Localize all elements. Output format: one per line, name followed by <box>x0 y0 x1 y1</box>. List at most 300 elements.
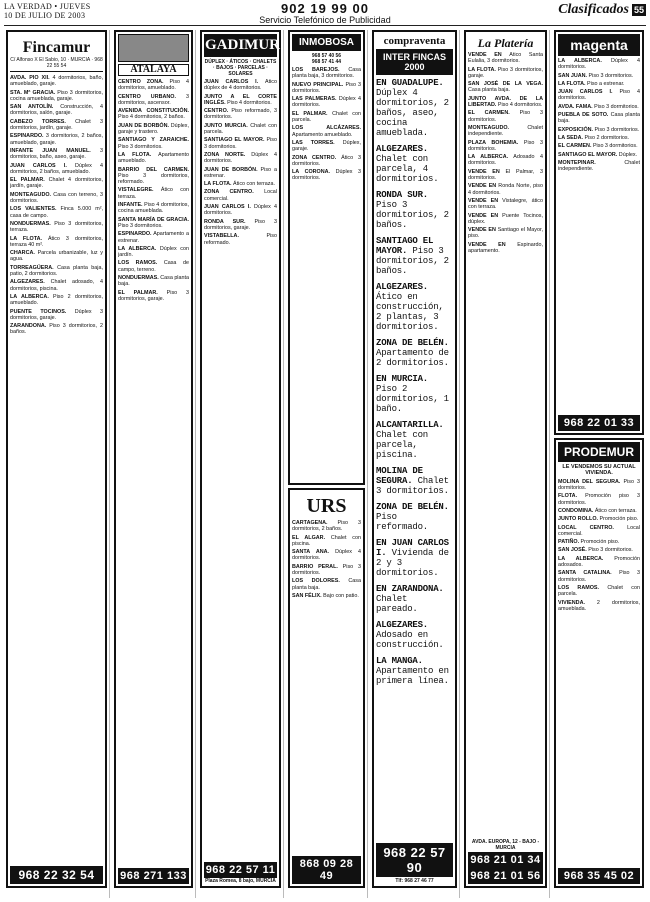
listing-item <box>118 187 189 200</box>
listing-text: Ático en construcción, 2 plantas, 3 dormitorios. <box>376 292 444 332</box>
listing-heading: FLOTA. <box>558 493 578 500</box>
listing-heading: ALCANTARILLA. <box>376 420 444 430</box>
listing-item <box>468 213 543 226</box>
listing-heading: CARTAGENA. <box>292 520 328 526</box>
listing-heading: CONDOMINA. <box>558 508 594 514</box>
listing-heading: VISTALEGRE. <box>118 187 154 194</box>
listing-heading: AVDA. PIO XII. <box>10 75 50 81</box>
listing-heading: CABEZO TORRES. <box>10 118 66 125</box>
listing-item <box>558 493 640 506</box>
issue-date: 10 DE JULIO DE 2003 <box>4 11 86 20</box>
listing-item <box>558 73 640 79</box>
listing-heading: JUNTO MURCIA. <box>204 122 248 129</box>
listing-item <box>204 152 277 165</box>
listing-heading: INFANTE. <box>118 202 143 209</box>
listing-text: Piso 3 dormitorios, terraza. <box>10 220 103 234</box>
listing-item <box>376 420 453 460</box>
listing-item <box>204 79 277 92</box>
prodemur-slogan: LE VENDEMOS SU ACTUAL VIVIENDA. <box>562 464 636 477</box>
listing-heading: EL PALMAR. <box>118 289 158 296</box>
listing-item <box>204 108 277 121</box>
listing-text: Espinardo, apartamento. <box>468 241 543 255</box>
listing-item <box>468 169 543 182</box>
listing-item <box>292 520 361 533</box>
listing-heading: MONTEPINAR. <box>558 159 596 166</box>
listing-text: Piso 3 dormitorios, 2 baños. <box>10 323 103 336</box>
listing-text: Piso 3 dormitorios. <box>292 563 361 577</box>
listing-text: Chalet 3 dormitorios. <box>376 476 449 496</box>
listing-heading: JUNTO ROLLO. <box>558 516 599 523</box>
listing-item <box>204 94 277 107</box>
listing-heading: LA ALBERCA. <box>558 58 602 64</box>
listing-item <box>204 233 277 246</box>
listing-text: Puente Tocinos, dúplex. <box>468 212 543 225</box>
listing-text: Piso 3 dormitorios. <box>591 143 638 150</box>
listing-heading: VENDE EN <box>468 241 506 248</box>
listing-heading: LA ALBERCA. <box>10 293 49 300</box>
listing-text: 3 dormitorios, ascensor. <box>118 93 189 106</box>
urs-logo: URS <box>306 495 347 517</box>
listing-item <box>558 600 640 613</box>
listing-text: Apartamento amueblado. <box>292 131 353 138</box>
gadimur-logo: GADIMUR <box>204 34 277 57</box>
listing-item <box>10 90 103 103</box>
listing-item <box>376 190 453 230</box>
listing-heading: VENDE EN <box>468 212 499 219</box>
listing-item <box>118 123 189 136</box>
listing-text: Piso 4 dormitorios, cocina amueblada. <box>118 202 189 215</box>
listing-heading: JUAN CARLOS I. <box>204 79 259 85</box>
listing-heading: JUAN DE BORBÓN. <box>204 166 258 173</box>
listing-heading: ALGEZARES. <box>376 282 429 292</box>
listing-item <box>468 96 543 109</box>
listing-text: Dúplex con jardín. <box>118 245 189 259</box>
listing-heading: EL CARMEN. <box>558 143 592 150</box>
listing-text: Chalet con piscina. <box>292 534 361 547</box>
listing-heading: ZONA NORTE. <box>204 151 246 158</box>
listing-heading: INFANTE JUAN MANUEL. <box>10 147 91 154</box>
listing-item <box>558 556 640 569</box>
paper-name: LA VERDAD • JUEVES <box>4 2 91 11</box>
listing-text: Piso 3 dormitorios. <box>558 570 640 583</box>
listing-text: Finca 5.000 m², casa de campo. <box>10 206 103 219</box>
listing-item <box>468 140 543 153</box>
masthead-center <box>4 2 646 25</box>
listing-heading: LA MANGA. <box>376 656 423 666</box>
listing-heading: AVDA. FAMA. <box>558 103 593 110</box>
listing-item <box>468 81 543 94</box>
plateria-address: AVDA. EUROPA, 12 - BAJO - MURCIA <box>471 839 540 851</box>
listing-text: Piso 4 dormitorios. <box>496 102 543 109</box>
gadimur-listings <box>204 79 277 862</box>
listing-text: Piso 3 dormitorios. <box>204 137 277 150</box>
ad-magenta <box>554 30 644 435</box>
listing-item <box>292 155 361 168</box>
ad-interfincas <box>372 30 457 888</box>
gadimur-address: Plaza Romea, 8 bajo, MURCIA <box>205 878 276 884</box>
listing-item <box>118 108 189 121</box>
listing-heading: SAN JUAN. <box>558 72 588 79</box>
listing-item <box>10 104 103 117</box>
listing-text: Chalet pareado. <box>376 594 418 614</box>
listing-text: Promoción piso. <box>579 539 620 546</box>
listing-heading: BARRIO DEL CARMEN. <box>118 166 189 173</box>
listing-item <box>118 275 189 288</box>
listing-item <box>558 135 640 141</box>
listing-item <box>558 104 640 110</box>
listing-item <box>376 78 453 138</box>
listing-heading: SANTIAGO EL MAYOR. <box>376 236 434 256</box>
ad-atalaya <box>114 30 193 888</box>
column-magenta-prodemur <box>552 30 646 898</box>
listing-heading: LA FLOTA. <box>118 151 152 158</box>
plateria-logo: La Platería <box>477 36 534 50</box>
magenta-listings <box>558 58 640 415</box>
listing-heading: STA. Mª GRACIA. <box>10 89 56 96</box>
listing-item <box>10 192 103 205</box>
listing-text: Santiago el Mayor, piso. <box>468 227 543 240</box>
listing-heading: PUEBLA DE SOTO. <box>558 112 609 119</box>
gadimur-tagline: DÚPLEX · ÁTICOS · CHALETS · BAJOS · PARCELAS · SOLARES <box>204 59 277 77</box>
listing-text: Chalet adosado, 4 dormitorios, piscina. <box>10 279 103 292</box>
listing-text: Piso 3 dormitorios. <box>593 126 640 133</box>
listing-text: Dúplex. <box>617 151 638 158</box>
listing-item <box>468 183 543 196</box>
ad-urs <box>288 488 365 888</box>
listing-text: Apartamento amueblado. <box>118 151 189 165</box>
listing-text: Construcción, 4 dormitorios, salón, garaje. <box>10 104 103 117</box>
listing-item <box>10 75 103 88</box>
listing-text: Adosado en construcción. <box>376 630 444 650</box>
inmobosa-tel: 968 57 40 56 <box>311 53 342 59</box>
listing-heading: SANTA MARÍA DE GRACIA. <box>118 216 189 223</box>
listing-text: Chalet 3 dormitorios, jardín, garaje. <box>10 118 103 132</box>
listing-text: Piso 3 dormitorios, cocina amueblada, garaje. <box>10 89 103 102</box>
listing-item <box>118 152 189 165</box>
listing-item <box>118 290 189 303</box>
listing-item <box>10 250 103 263</box>
listing-heading: TORREAGÜERA. <box>10 264 54 271</box>
listing-item <box>10 133 103 146</box>
listing-text: Dúplex 3 dormitorios. <box>292 169 361 182</box>
listing-heading: SANTA ANA. <box>292 549 330 556</box>
listing-heading: LOS RAMOS. <box>118 260 158 267</box>
listing-heading: SAN JOSÉ DE LA VEGA. <box>468 81 543 88</box>
listing-item <box>558 89 640 102</box>
listing-text: Casa planta baja, patio, 2 dormitorios. <box>10 264 103 278</box>
listing-text: Adosado 4 dormitorios. <box>468 154 543 167</box>
listing-item <box>204 204 277 217</box>
listing-item <box>292 140 361 153</box>
listing-item <box>468 52 543 65</box>
listing-heading: VISTABELLA. <box>204 233 239 240</box>
listing-heading: PUENTE TOCINOS. <box>10 308 67 315</box>
listing-text: Ronda Norte, piso 4 dormitorios. <box>468 183 543 196</box>
listing-item <box>558 516 640 522</box>
listing-item <box>468 227 543 240</box>
interfincas-phone: 968 22 57 90 <box>376 843 453 877</box>
listing-item <box>558 570 640 583</box>
prodemur-logo: PRODEMUR <box>558 442 640 462</box>
listing-text: Dúplex 4 dormitorios. <box>204 204 277 217</box>
compraventa-logo: compraventa <box>383 35 446 47</box>
listing-item <box>118 94 189 107</box>
listing-text: Chalet independiente. <box>558 159 640 173</box>
listing-heading: EXPOSICIÓN. <box>558 126 594 133</box>
column-plateria <box>462 30 550 898</box>
listing-text: Dúplex 4 dormitorios. <box>292 96 361 109</box>
listing-text: Ático con terraza. <box>118 187 189 200</box>
listing-text: Chalet con parcela. <box>558 584 640 598</box>
listing-heading: LAS PALMERAS. <box>292 96 337 103</box>
listing-heading: RONDA SUR. <box>204 218 246 225</box>
atalaya-listings <box>118 79 189 868</box>
listing-text: Chalet con parcela, piscina. <box>376 430 429 460</box>
interfincas-tel: Tlf: 968 27 46 77 <box>395 878 434 884</box>
inmobosa-fax: 968 57 41 44 <box>311 59 342 65</box>
listing-item <box>118 167 189 186</box>
listing-heading: ZARANDONA. <box>10 323 47 330</box>
ad-gadimur <box>200 30 281 888</box>
listing-item <box>376 656 453 686</box>
listing-item <box>558 81 640 87</box>
listing-text: Casa planta baja. <box>558 112 640 125</box>
listing-text: Piso 2 dormitorios, 1 baño. <box>376 384 449 414</box>
inmobosa-listings <box>292 67 361 481</box>
listing-text: Chalet con parcela. <box>292 110 361 124</box>
listing-text: Piso a estrenar. <box>585 80 625 87</box>
section-title: Clasificados <box>558 2 629 17</box>
listing-text: Piso 4 dormitorios, amueblado. <box>118 79 189 92</box>
listing-item <box>376 338 453 368</box>
listing-item <box>292 67 361 80</box>
listing-text: Piso 3 dormitorios. <box>468 139 543 152</box>
column-atalaya <box>112 30 196 898</box>
listing-text: Ático 3 dormitorios. <box>292 154 361 167</box>
listing-item <box>376 584 453 614</box>
listing-heading: ESPINARDO. <box>10 133 44 140</box>
listing-text: Promoción adosados. <box>558 555 640 569</box>
listing-item <box>10 148 103 161</box>
listing-item <box>10 323 103 336</box>
listing-text: Piso 3 dormitorios. <box>118 143 163 150</box>
listing-heading: ZONA DE BELÉN. <box>376 502 449 512</box>
listing-text: Local comercial. <box>558 524 640 537</box>
atalaya-logo: ATALAYA <box>118 64 189 76</box>
listing-heading: CENTRO URBANO. <box>118 93 176 100</box>
listing-item <box>204 167 277 180</box>
listing-item <box>468 67 543 80</box>
listing-item <box>292 535 361 548</box>
listing-item <box>468 154 543 167</box>
listing-text: Ático con terraza. <box>231 181 275 188</box>
listing-text: Ático con terraza. <box>593 508 637 514</box>
listing-text: 2 dormitorios, amueblada. <box>558 599 640 612</box>
listing-text: Piso 3 dormitorios. <box>592 103 639 110</box>
listing-heading: LOS BAREJOS. <box>292 67 340 73</box>
fincamur-address: C/ Alfonso X El Sabio, 10 · MURCIA · 968 22 55 54 <box>10 57 103 72</box>
listing-item <box>10 221 103 234</box>
listing-item <box>118 246 189 259</box>
listing-heading: PLAZA BOHEMIA. <box>468 139 519 146</box>
listing-text: Piso reformado. <box>376 512 429 532</box>
listing-item <box>10 119 103 132</box>
listing-heading: SAN FÉLIX. <box>292 592 322 599</box>
listing-heading: CHARCA. <box>10 250 35 257</box>
listing-heading: ZONA CENTRO. <box>292 154 337 161</box>
listing-text: Piso 3 dormitorios, reformado. <box>118 172 189 186</box>
listing-heading: ALGEZARES. <box>10 279 45 286</box>
listing-heading: LA SEDA. <box>558 134 583 141</box>
listing-item <box>292 96 361 109</box>
listing-text: Piso 2 dormitorios, amueblado. <box>10 293 103 307</box>
listing-item <box>204 219 277 232</box>
listing-item <box>292 111 361 124</box>
listing-heading: BARRIO PERAL. <box>292 563 338 570</box>
listing-text: Casa planta baja. <box>292 578 361 591</box>
listing-item <box>558 112 640 125</box>
fincamur-listings <box>10 75 103 866</box>
listing-item <box>558 585 640 598</box>
atalaya-emblem <box>118 34 189 62</box>
listing-text: Dúplex, garaje. <box>292 139 361 153</box>
listing-item <box>118 137 189 150</box>
listing-item <box>376 374 453 414</box>
listing-text: Dúplex 4 dormitorios, 2 baños, amueblado. <box>10 162 103 175</box>
listing-heading: ALGEZARES. <box>376 620 429 630</box>
listing-heading: EL PALMAR. <box>10 177 45 184</box>
listing-text: Local comercial. <box>204 189 277 202</box>
listing-text: Dúplex 4 dormitorios. <box>558 58 640 71</box>
listing-item <box>292 564 361 577</box>
listing-item <box>118 217 189 230</box>
plateria-phone-2: 968 21 01 56 <box>468 868 543 884</box>
masthead <box>4 2 646 26</box>
fincamur-phone: 968 22 32 54 <box>10 866 103 884</box>
listing-item <box>10 294 103 307</box>
listing-heading: RONDA SUR. <box>376 190 429 200</box>
listing-text: Piso 4 dormitorios. <box>225 99 272 106</box>
listing-item <box>376 282 453 332</box>
listing-heading: LA FLOTA. <box>468 66 496 73</box>
listing-item <box>558 539 640 545</box>
listing-heading: LA ALBERCA. <box>558 555 604 562</box>
listing-text: Ático dúplex de 4 dormitorios. <box>204 79 277 92</box>
fincamur-logo: Fincamur <box>22 39 91 56</box>
listing-heading: PATIÑO. <box>558 539 580 546</box>
listing-item <box>292 593 361 599</box>
listing-text: Chalet con parcela. <box>204 122 277 136</box>
listing-heading: CENTRO ZONA. <box>118 79 164 85</box>
listing-heading: VENDE EN <box>468 197 499 204</box>
listing-heading: AVENIDA CONSTITUCIÓN. <box>118 108 189 115</box>
listing-heading: LA ALBERCA. <box>118 245 157 252</box>
listing-item <box>468 198 543 211</box>
listing-text: Piso 3 dormitorios, garaje. <box>118 289 189 302</box>
listing-text: Piso 3 dormitorios. <box>292 81 361 94</box>
listing-item <box>558 160 640 173</box>
listing-item <box>292 549 361 562</box>
listing-text: Piso 3 dormitorios. <box>468 110 543 123</box>
column-interfincas <box>370 30 460 898</box>
prodemur-listings <box>558 479 640 868</box>
section-tag <box>558 2 646 18</box>
listing-heading: MOLINA DEL SEGURA. <box>558 478 621 485</box>
listing-item <box>10 279 103 292</box>
plateria-listings <box>468 52 543 839</box>
listing-heading: SAN ANTOLÍN. <box>10 104 54 111</box>
listing-item <box>204 189 277 202</box>
listing-text: Ático 3 dormitorios, terraza 40 m². <box>10 235 103 248</box>
listing-item <box>558 127 640 133</box>
listing-heading: LA CORONA. <box>292 169 331 176</box>
listing-text: Piso 3 dormitorios, 2 baños. <box>376 200 449 230</box>
listing-text: Piso 4 dormitorios. <box>558 89 640 102</box>
ad-fincamur <box>6 30 107 888</box>
listing-heading: EN ZARANDONA. <box>376 584 444 594</box>
listing-item <box>204 181 277 187</box>
listing-heading: NUEVO PRINCIPAL. <box>292 81 344 88</box>
listing-text: Piso 3 dormitorios. <box>586 547 633 554</box>
listing-text: Parcela urbanizable, luz y agua. <box>10 250 103 263</box>
listing-text: Promoción piso. <box>598 516 639 523</box>
listing-item <box>558 525 640 538</box>
listing-heading: MONTEAGUDO. <box>10 191 52 198</box>
listing-heading: LA FLOTA. <box>10 235 42 242</box>
column-inmobosa <box>286 30 368 898</box>
listing-heading: JUAN CARLOS I. <box>204 204 251 211</box>
listing-item <box>376 144 453 184</box>
listing-item <box>376 466 453 496</box>
listing-text: Apartamento de 2 dormitorios. <box>376 348 449 368</box>
listing-text: Piso 3 dormitorios, garaje. <box>204 218 277 231</box>
listing-text: 3 dormitorios, baño, aseo, garaje. <box>10 147 103 161</box>
listing-text: Chalet independiente. <box>468 124 543 138</box>
listing-heading: ZONA DE BELÉN. <box>376 338 449 348</box>
listing-text: Vivienda de 2 y 3 dormitorios. <box>376 548 449 578</box>
listing-item <box>118 260 189 273</box>
listing-item <box>558 508 640 514</box>
listing-heading: VENDE EN <box>468 183 497 190</box>
magenta-logo: magenta <box>558 34 640 56</box>
listing-text: Piso 3 dormitorios, 2 baños. <box>292 520 361 533</box>
listing-text: Piso a estrenar. <box>204 166 277 179</box>
listing-heading: MOLINA DE SEGURA. <box>376 466 423 486</box>
listing-text: Piso 3 dormitorios, 2 baños. <box>376 246 449 276</box>
column-fincamur <box>4 30 110 898</box>
ad-prodemur <box>554 438 644 888</box>
listing-item <box>10 309 103 322</box>
service-label: Servicio Telefónico de Publicidad <box>259 15 391 25</box>
listing-text: Promoción piso 3 dormitorios. <box>558 493 640 506</box>
urs-phone: 868 09 28 49 <box>292 856 361 884</box>
listing-heading: JUAN DE BORBÓN. <box>118 122 170 129</box>
listing-item <box>10 265 103 278</box>
listing-item <box>118 231 189 244</box>
listing-item <box>468 125 543 138</box>
column-gadimur <box>198 30 284 898</box>
listing-text: Piso 2 dormitorios. <box>582 134 630 141</box>
listing-text: El Palmar, 3 dormitorios. <box>468 168 543 182</box>
listing-text: Chalet 4 dormitorios, jardín, garaje. <box>10 177 103 190</box>
listing-text: Piso 4 dormitorios, 2 baños. <box>118 114 185 121</box>
listing-text: Vistalegre, ático con terraza. <box>468 197 543 211</box>
urs-listings <box>292 520 361 856</box>
listing-item <box>10 177 103 190</box>
listing-heading: NONDUERMAS. <box>10 220 51 227</box>
listing-text: Bajo con patio. <box>321 592 359 599</box>
listing-text: Piso reformado, 3 dormitorios. <box>204 108 277 121</box>
